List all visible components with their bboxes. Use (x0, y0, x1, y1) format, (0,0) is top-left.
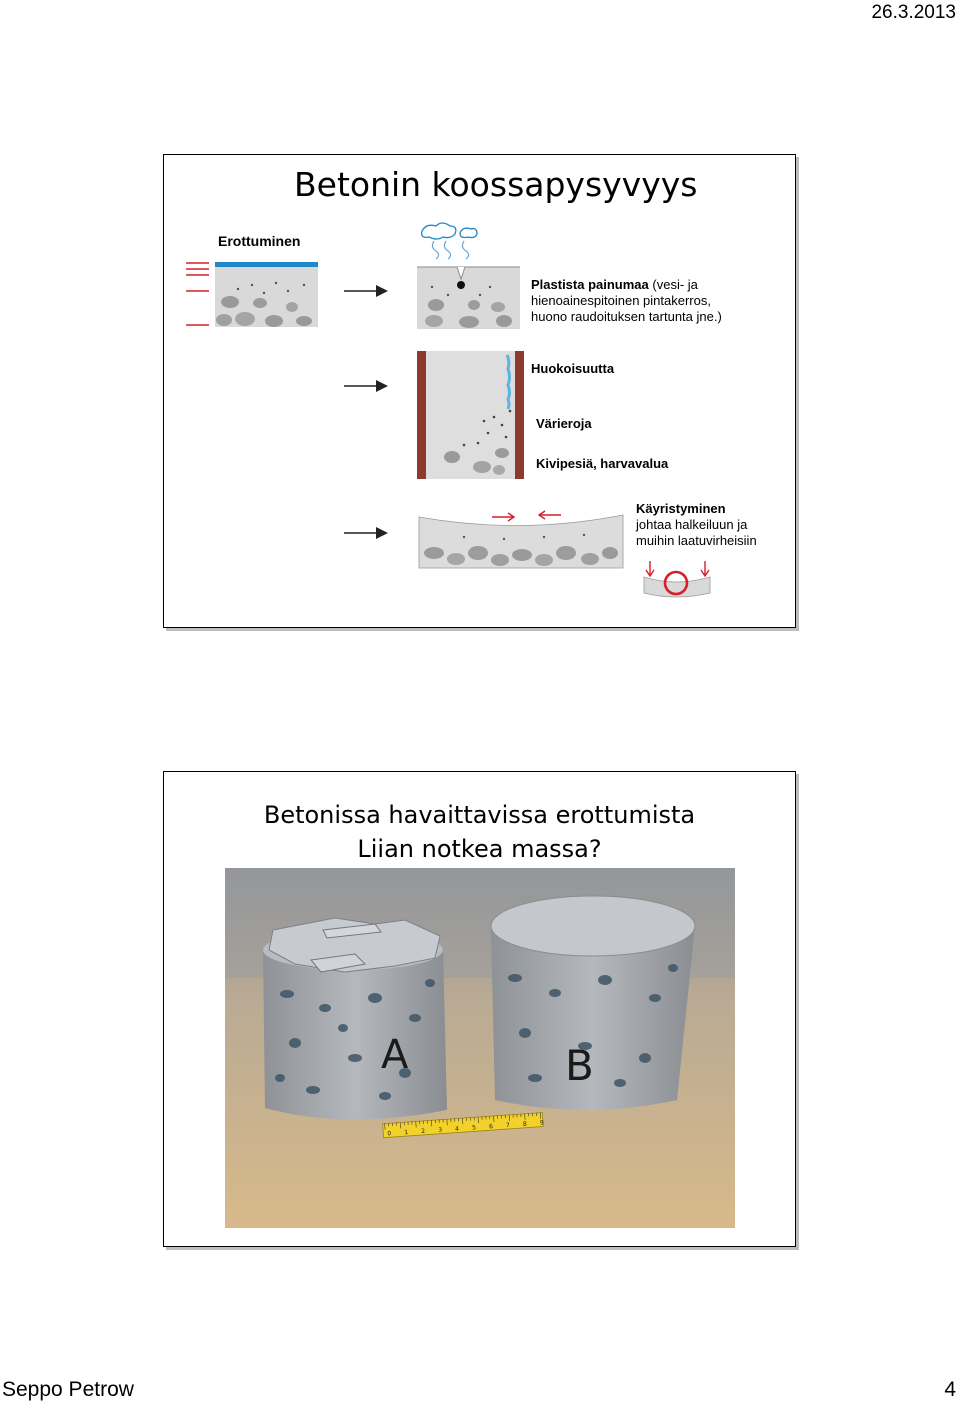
settled-concrete-block (417, 267, 520, 329)
cylinder-a-label: A (381, 1032, 409, 1078)
cylinder-b (491, 896, 695, 1110)
honeycomb-label: Kivipesiä, harvavalua (536, 456, 669, 471)
segregation-diagram (164, 155, 795, 627)
curling-heading: Käyristyminen (636, 501, 726, 516)
title-line-1: Betonissa havaittavissa erottumista (263, 801, 696, 829)
formwork-section (417, 351, 524, 479)
curling-line2: muihin laatuvirheisiin (636, 533, 757, 548)
fresh-concrete-block (215, 262, 318, 327)
slide-photo (163, 771, 796, 1247)
red-marker-lines (186, 263, 209, 325)
arrow-right-icon (344, 527, 388, 539)
ruler-number: 5 (471, 1124, 477, 1132)
curling-text (636, 501, 796, 549)
slide-segregation (163, 154, 796, 628)
ruler-number: 0 (387, 1130, 392, 1138)
plastic-settlement-heading: Plastista painumaa (531, 277, 649, 292)
arrow-right-icon (344, 285, 388, 297)
title-line-2: Liian notkea massa? (357, 835, 602, 863)
plastic-settlement-line2: hienoainespitoinen pintakerros, (531, 293, 711, 308)
color-difference-label: Värieroja (536, 416, 592, 431)
slide-title: Betonin koossapysyvyys (294, 165, 698, 204)
cylinder-b-label: B (565, 1041, 594, 1090)
shrinkage-arrows-icon (492, 511, 561, 521)
plastic-settlement-line3: huono raudoituksen tartunta jne.) (531, 309, 722, 324)
ruler-number: 6 (488, 1123, 494, 1131)
cylinder-a (263, 918, 447, 1120)
footer-page-number: 4 (944, 1378, 956, 1401)
ruler-number: 9 (539, 1119, 545, 1127)
ruler-number: 2 (421, 1127, 426, 1136)
cloud-icons (422, 223, 477, 259)
ruler-number: 4 (454, 1125, 460, 1133)
footer-author: Seppo Petrow (2, 1378, 134, 1401)
concrete-cylinders-photo (225, 868, 735, 1228)
header-date: 26.3.2013 (871, 2, 956, 23)
plastic-settlement-line1: (vesi- ja (648, 277, 698, 292)
section-label: Erottuminen (218, 233, 301, 249)
porosity-label: Huokoisuutta (531, 361, 615, 376)
ruler-number: 1 (404, 1128, 409, 1137)
ruler-number: 3 (437, 1126, 443, 1134)
curled-slab (419, 515, 623, 568)
ruler-number: 8 (522, 1120, 528, 1128)
slide-title (164, 798, 795, 866)
arrow-right-icon (344, 380, 388, 392)
plastic-settlement-text (531, 277, 781, 325)
crack-detail-icon (644, 561, 710, 597)
curling-line1: johtaa halkeiluun ja (636, 517, 748, 532)
ruler-number: 7 (505, 1121, 511, 1130)
